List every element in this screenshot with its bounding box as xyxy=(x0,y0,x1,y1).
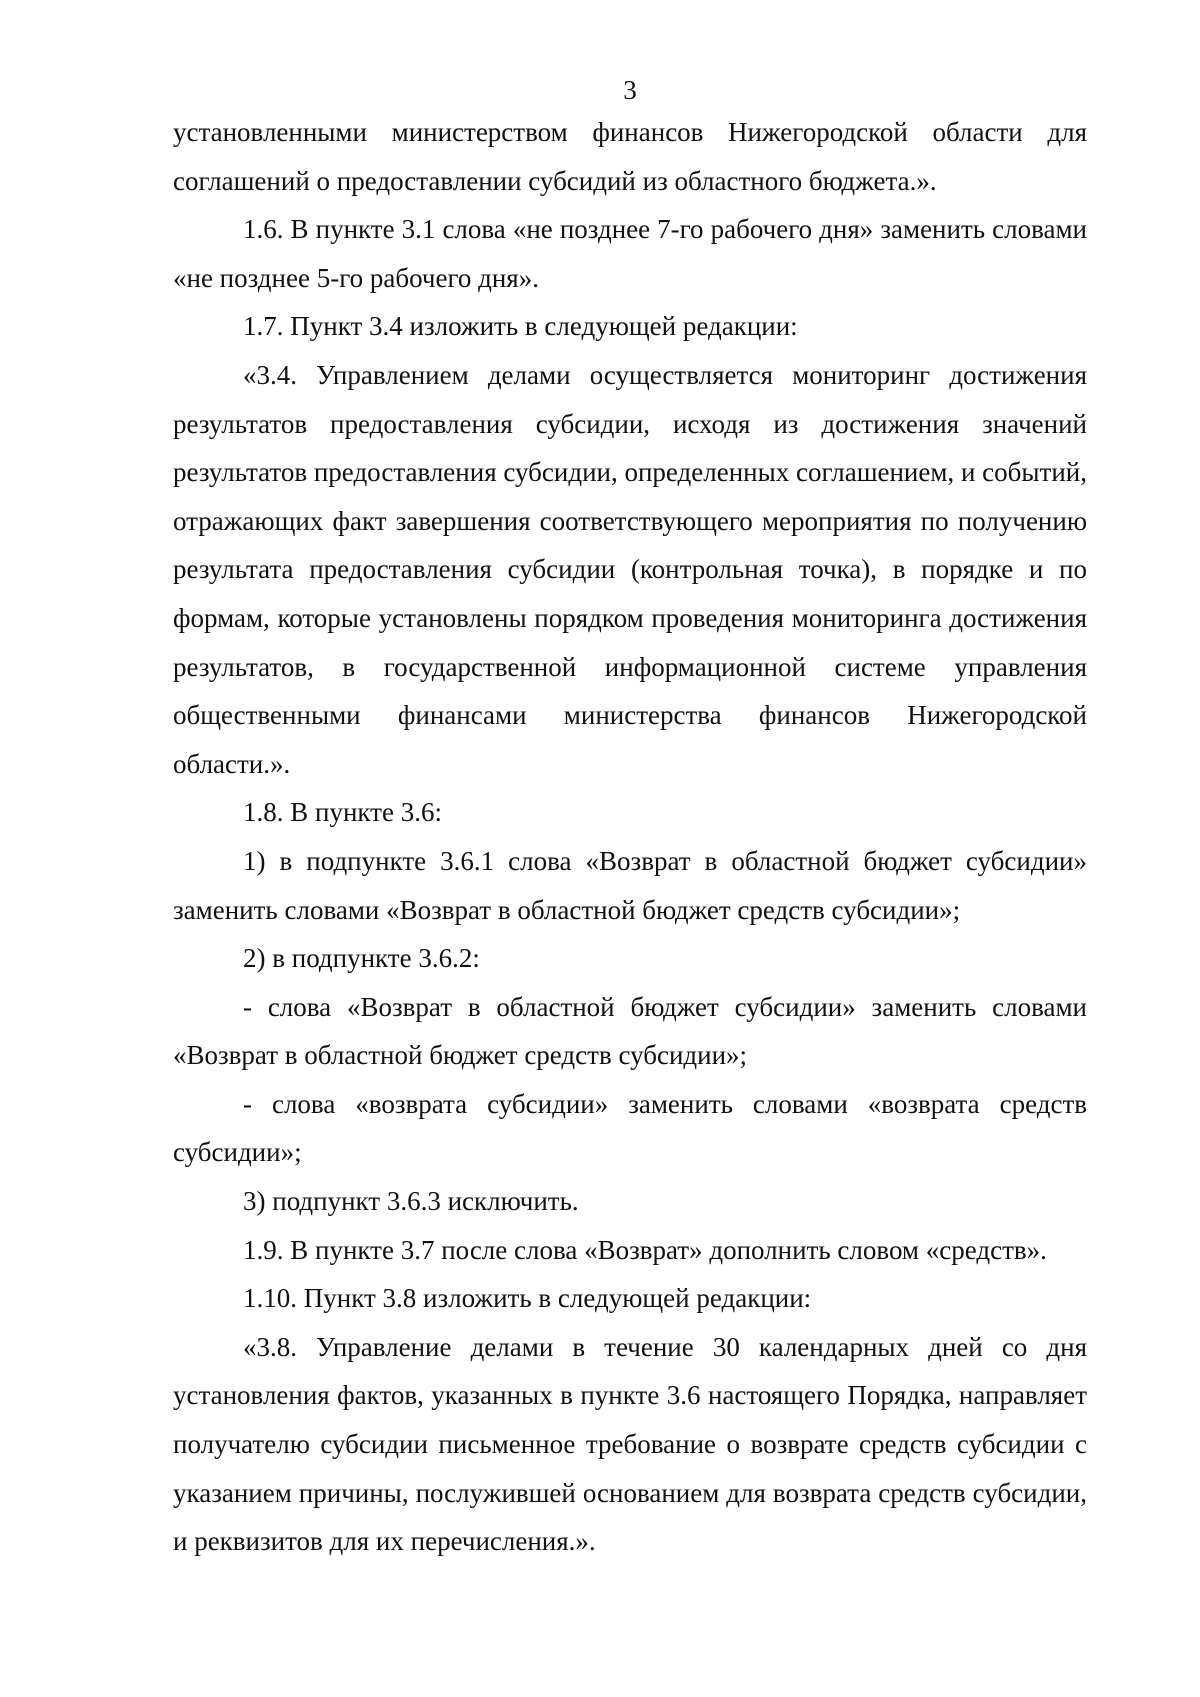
paragraph-dash-2: - слова «возврата субсидии» заменить словами «возврата средств субсидии»; xyxy=(173,1088,1087,1168)
paragraph-continuation: установленными министерством финансов Нижегородской области для соглашений о предоставлении субсидий из областного бюджета.». xyxy=(173,117,1087,196)
document-body xyxy=(173,108,1087,1566)
paragraph-1-6: 1.6. В пункте 3.1 слова «не позднее 7-го рабочего дня» заменить словами «не позднее 5-го рабочего дня». xyxy=(173,214,1087,293)
paragraph-3-8-quote: «3.8. Управление делами в течение 30 календарных дней со дня установления фактов, указанных в пункте 3.6 настоящего Порядка, направляет получателю субсидии письменное требование о возврате средств субсидии с указанием причины, послужившей основанием для возврата средств субсидии, и реквизитов для их перечисления.». xyxy=(173,1331,1087,1557)
paragraph-1-7: 1.7. Пункт 3.4 изложить в следующей редакции: xyxy=(243,311,798,342)
paragraph-1-9: 1.9. В пункте 3.7 после слова «Возврат» дополнить словом «средств». xyxy=(243,1234,1047,1265)
page-number: 3 xyxy=(623,75,637,105)
paragraph-1-10: 1.10. Пункт 3.8 изложить в следующей редакции: xyxy=(243,1283,812,1314)
paragraph-subitem-1: 1) в подпункте 3.6.1 слова «Возврат в областной бюджет субсидии» заменить словами «Возврат в областной бюджет средств субсидии»; xyxy=(173,845,1087,925)
paragraph-1-8: 1.8. В пункте 3.6: xyxy=(243,797,442,828)
paragraph-dash-1: - слова «Возврат в областной бюджет субсидии» заменить словами «Возврат в областной бюджет средств субсидии»; xyxy=(173,991,1087,1071)
paragraph-3-4-quote: «3.4. Управлением делами осуществляется мониторинг достижения результатов предоставления субсидии, исходя из достижения значений результатов предоставления субсидии, определенных соглашением, и событий, отражающих факт завершения соответствующего мероприятия по получению результата предоставления субсидии (контрольная точка), в порядке и по формам, которые установлены порядком проведения мониторинга достижения результатов, в государственной информационной системе управления общественными финансами министерства финансов Нижегородской области.». xyxy=(173,359,1087,779)
paragraph-subitem-3: 3) подпункт 3.6.3 исключить. xyxy=(243,1186,579,1217)
paragraph-subitem-2: 2) в подпункте 3.6.2: xyxy=(243,943,480,974)
